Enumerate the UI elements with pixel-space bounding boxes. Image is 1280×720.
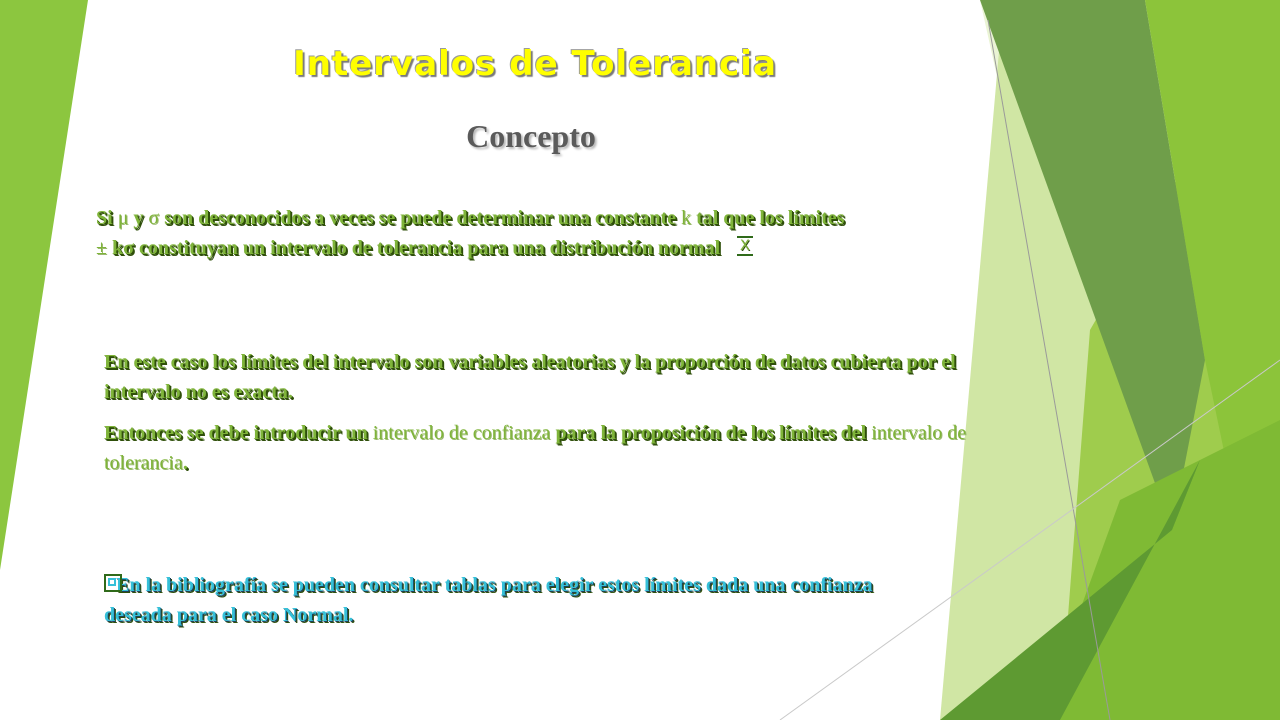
p1-text-b: son desconocidos a veces se puede determinar una constante	[164, 207, 677, 229]
mu-symbol: μ	[117, 207, 129, 229]
slide-subtitle: Concepto	[466, 118, 596, 154]
left-green-wedge	[0, 0, 88, 570]
paragraph-limits: En este caso los límites del intervalo son variables aleatorias y la proporción de datos cubierta por el intervalo no es exacta.	[104, 351, 956, 403]
p3-text-b: para la proposición de los límites del	[555, 422, 867, 444]
highlight-confidence-interval: intervalo de confianza	[372, 422, 551, 444]
p3-text-a: Entonces se debe introducir un	[104, 422, 368, 444]
plus-minus-symbol: ±	[96, 237, 107, 259]
p1-text-c: tal que los límites	[696, 207, 845, 229]
p1-y: y	[133, 207, 144, 229]
p4-text: En la bibliografía se pueden consultar tablas para elegir estos límites dada una confianza deseada para el caso Normal.	[104, 574, 873, 626]
sigma-symbol: σ	[148, 207, 160, 229]
slide-title: Intervalos de Tolerancia	[293, 44, 777, 84]
paragraph-confidence	[104, 418, 974, 478]
paragraph-bibliography	[104, 570, 904, 630]
k-sigma-symbol: kσ	[111, 237, 134, 259]
p3-text-c: .	[182, 452, 188, 474]
checkbox-bullet-icon	[104, 574, 122, 592]
k-symbol: k	[681, 207, 692, 229]
highlight-tolerance-interval: intervalo de tolerancia	[104, 422, 967, 474]
p1-line2: constituyan un intervalo de tolerancia para una distribución normal	[139, 237, 721, 259]
p1-si: Si	[96, 207, 113, 229]
paragraph-definition	[96, 203, 976, 263]
x-bar-symbol: X	[737, 236, 753, 256]
